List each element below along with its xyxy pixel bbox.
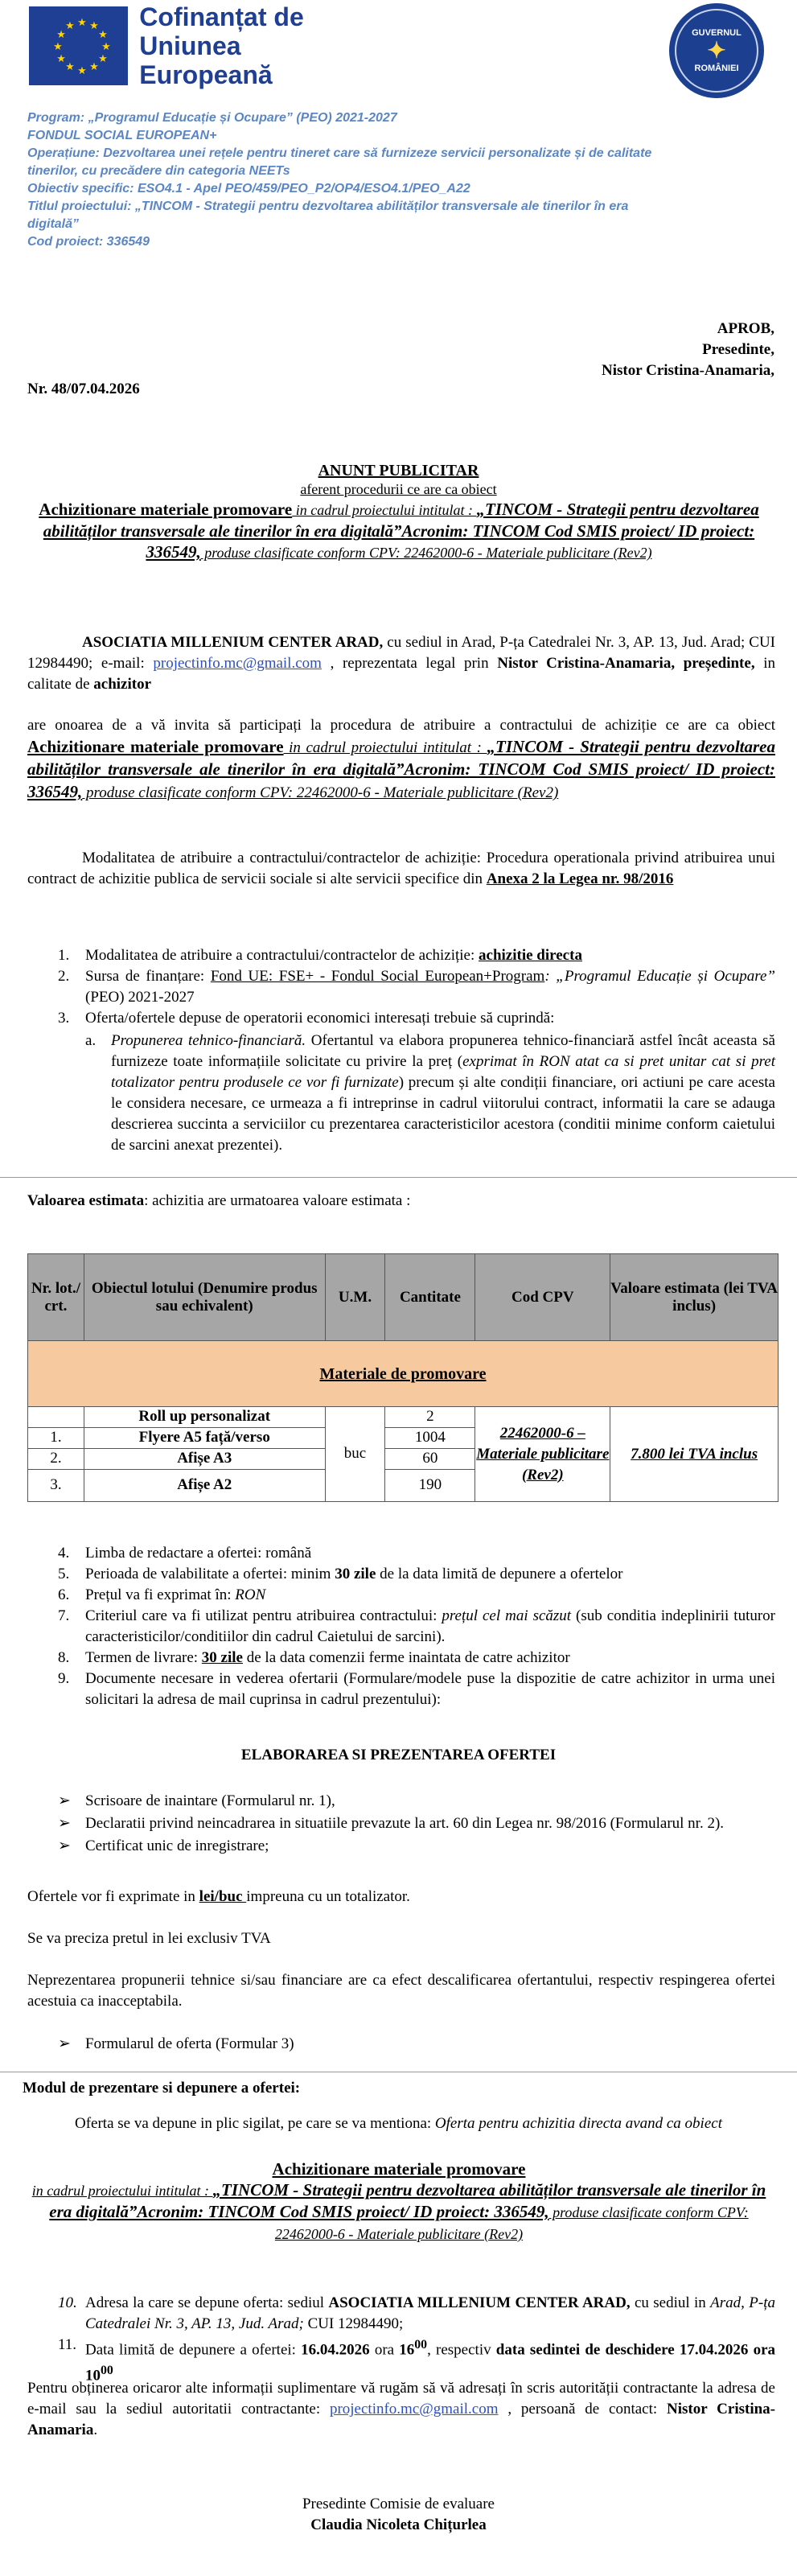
offer-currency-paragraph: [27, 1887, 775, 1907]
eu-flag-icon: [29, 6, 128, 85]
section-heading: ELABORAREA SI PREZENTAREA OFERTEI: [240, 1747, 557, 1763]
opening-session: data sedintei de deschidere 17.04.2026 ora 10: [85, 2341, 776, 2385]
eu-star-icon: ★: [89, 60, 99, 73]
eu-star-icon: ★: [89, 19, 99, 31]
item-text: Prețul va fi exprimat în:: [85, 1586, 236, 1603]
item-number: 9.: [58, 1670, 70, 1687]
sub-item-text: ) precum și alte condiții financiare, ori actiuni pe care acesta le considera necesare, ce urmeaza a fi intreprinse in cadrul viitorului contract, informatii la care se adauga descrierea succinta a serviciilor cu prezentarea caracteristicilor acestora (conditii minime conform caietului de sarcini anexat prezentei).: [111, 1074, 775, 1154]
list-item: [58, 1791, 775, 1812]
opening-minutes: 00: [101, 2364, 113, 2378]
organization-name: ASOCIATIA MILLENIUM CENTER ARAD,: [82, 634, 384, 651]
organization-name: ASOCIATIA MILLENIUM CENTER ARAD,: [328, 2294, 631, 2311]
invitation-text: are onoarea de a vă invita să participați la procedura de atribuire a contractului de achiziție ce are ca obiect: [27, 717, 775, 734]
award-method-value: achizitie directa: [479, 947, 582, 964]
deadline-minutes: 00: [414, 2338, 428, 2352]
seal-bottom-text: ROMÂNIEI: [694, 64, 739, 73]
invitation-cpv: produse clasificate conform CPV: 22462000-6 - Materiale publicitare (Rev2): [82, 784, 559, 801]
invitation-object: Achizitionare materiale promovare: [27, 737, 284, 756]
eu-logo-text: [139, 2, 365, 89]
address: Arad, P-ța Catedralei Nr. 3, AP. 13, Jud. Arad;: [85, 2294, 775, 2332]
procurement-context: in cadrul proiectului intitulat :: [31, 2183, 213, 2199]
paragraph-text: Oferta se va depune in plic sigilat, pe care se va mentiona:: [75, 2115, 435, 2132]
estimated-value: 7.800 lei TVA inclus: [610, 1407, 779, 1502]
item-text: Certificat unic de inregistrare;: [85, 1837, 269, 1854]
divider: [0, 1177, 797, 1178]
sub-list-item: [85, 1031, 775, 1156]
representative-name: Nistor Cristina-Anamaria, președinte,: [497, 655, 755, 672]
deadline-date: 16.04.2026: [301, 2341, 370, 2359]
row-number: [28, 1407, 84, 1428]
project-title: „TINCOM - Strategii pentru dezvoltarea abilităților transversale ale tinerilor în era digitală”Acronim: TINCOM Cod SMIS proiect/ ID proiect: 336549,: [49, 2180, 766, 2221]
approval-block: [602, 319, 774, 381]
procurement-name: Achizitionare materiale promovare: [39, 500, 293, 519]
procurement-name: Achizitionare materiale promovare: [272, 2159, 526, 2179]
section-title: Materiale de promovare: [28, 1341, 779, 1407]
eu-logo-line1: Cofinanțat de: [139, 2, 304, 31]
program-info: [27, 109, 751, 251]
table-row: [28, 1407, 779, 1428]
list-item: [58, 1564, 775, 1585]
row-number: 2.: [28, 1449, 84, 1470]
item-number: 10.: [58, 2294, 77, 2311]
column-header: Nr. lot./ crt.: [28, 1254, 84, 1341]
list-item: [58, 2034, 775, 2055]
quantity: 60: [385, 1449, 475, 1470]
sub-item-title: Propunerea tehnico-financiară.: [111, 1032, 306, 1049]
cpv-classification: produse clasificate conform CPV: 22462000-6 - Materiale publicitare (Rev2): [274, 2204, 749, 2242]
eagle-icon: ✦: [707, 38, 726, 63]
currency-unit: lei/buc: [199, 1888, 247, 1905]
invitation-paragraph: [27, 715, 775, 804]
item-text: Formularul de oferta (Formular 3): [85, 2035, 294, 2052]
intro-paragraph: [27, 632, 775, 695]
award-procedure-text: Modalitatea de atribuire a contractului/contractelor de achiziție: Procedura operationala privind atribuirea unui contract de achizitie publica de servicii sociale si alte servicii specifice din: [27, 850, 775, 887]
intro-text: in calitate de: [27, 655, 775, 693]
list-item: [58, 1008, 775, 1156]
eu-star-icon: ★: [56, 51, 66, 64]
item-text: Criteriul care va fi utilizat pentru atribuirea contractului:: [85, 1607, 442, 1624]
item-text: Sursa de finanțare:: [85, 968, 211, 985]
contact-email-link[interactable]: projectinfo.mc@gmail.com: [329, 2401, 499, 2418]
seal-top-text: GUVERNUL: [692, 27, 742, 38]
eu-star-icon: ★: [56, 27, 66, 40]
eu-star-icon: ★: [53, 39, 63, 52]
item-text: , respectiv: [427, 2341, 496, 2359]
product-name: Afișe A2: [84, 1470, 325, 1502]
submission-list: [58, 2293, 775, 2387]
procurement-object-title: [27, 499, 770, 563]
item-emphasis: RON: [235, 1586, 266, 1603]
paragraph-text: Pentru obținerea oricaror alte informații suplimentare vă rugăm să vă adresați în scris autorității contractante la adresa de e-mail sau la sediul autoritatii contractante:: [27, 2380, 775, 2418]
program-line: Operațiune: Dezvoltarea unei rețele pentru tineret care să furnizeze servicii personalizate și de calitate: [27, 146, 652, 160]
table-header-row: [28, 1254, 779, 1341]
program-line: Program: „Programul Educație și Ocupare” (PEO) 2021-2027: [27, 111, 397, 125]
item-number: 7.: [58, 1607, 70, 1624]
list-item: [58, 1813, 775, 1834]
eu-star-icon: ★: [65, 19, 75, 31]
paragraph-text: , persoană de contact:: [498, 2401, 668, 2418]
envelope-object-title: [27, 2158, 770, 2245]
table-section-row: [28, 1341, 779, 1407]
paragraph-text: Ofertele vor fi exprimate in: [27, 1888, 199, 1905]
item-text: (PEO) 2021-2027: [85, 989, 195, 1006]
cpv-classification: produse clasificate conform CPV: 22462000-6 - Materiale publicitare (Rev2): [200, 545, 652, 561]
row-number: 1.: [28, 1428, 84, 1449]
paragraph-text: impreuna cu un totalizator.: [246, 1888, 410, 1905]
organization-address: cu sediul in Arad, P-ța Catedralei Nr. 3, AP. 13, Jud. Arad; CUI 12984490; e-mail:: [27, 634, 775, 672]
deadline-hour: 16: [399, 2341, 415, 2359]
product-name: Flyere A5 față/verso: [84, 1428, 325, 1449]
approval-label: APROB,: [717, 320, 774, 337]
sub-item-letter: a.: [85, 1032, 97, 1049]
arrow-bullet-icon: ➢: [58, 1815, 71, 1832]
eu-star-icon: ★: [77, 15, 87, 28]
government-seal-icon: [669, 3, 764, 98]
arrow-bullet-icon: ➢: [58, 1837, 71, 1854]
sub-item-note: exprimat în RON atat ca si pret unitar cat si pret totalizator pentru produsele ce vor fi furnizate: [111, 1053, 775, 1091]
program-line: FONDUL SOCIAL EUROPEAN+: [27, 129, 217, 142]
sub-item-text: Ofertantul va elabora propunerea tehnico-financiară astfel încât aceasta să furnizeze toate informațiile solicitate cu privire la preț (: [111, 1032, 775, 1070]
disqualification-paragraph: Neprezentarea propunerii tehnice si/sau financiare are ca efect descalificarea ofertantului, respectiv respingerea ofertei acestuia ca inacceptabila.: [27, 1972, 775, 2010]
submission-heading: Modul de prezentare si depunere a ofertei:: [23, 2080, 301, 2097]
item-text: Perioada de valabilitate a ofertei: minim: [85, 1566, 335, 1582]
item-text: Limba de redactare a ofertei: română: [85, 1545, 312, 1562]
item-number: 3.: [58, 1010, 70, 1027]
item-number: 2.: [58, 968, 70, 985]
program-line: Cod proiect: 336549: [27, 235, 150, 249]
item-number: 1.: [58, 947, 70, 964]
list-item: [58, 1836, 775, 1857]
announcement-subtitle: aferent procedurii ce are ca obiect: [300, 481, 497, 497]
item-text: de la data limită de depunere a ofertelor: [376, 1566, 623, 1582]
document-number: Nr. 48/07.04.2026: [27, 381, 140, 397]
list-item: [58, 1585, 775, 1606]
eu-logo-line2: Uniunea Europeană: [139, 31, 273, 89]
list-item: [58, 1669, 775, 1710]
program-name: : „Programul Educație și Ocupare”: [544, 968, 775, 985]
signatory-name: Claudia Nicoleta Chițurlea: [310, 2516, 487, 2533]
item-text: de la data comenzii ferme inaintata de catre achizitor: [242, 1649, 570, 1666]
estimated-value-text: : achizitia are urmatoarea valoare estimata :: [144, 1192, 411, 1209]
column-header: U.M.: [325, 1254, 385, 1341]
lots-table: [27, 1253, 779, 1502]
program-line: tinerilor, cu precădere din categoria NEETs: [27, 164, 290, 178]
eu-cofinanced-logo: [29, 2, 365, 89]
list-item: [58, 1648, 775, 1669]
list-item: [58, 1543, 775, 1564]
award-procedure-paragraph: [27, 848, 775, 890]
requirements-list: [58, 945, 775, 1156]
item-text: Adresa la care se depune oferta: sediul: [85, 2294, 329, 2311]
price-vat-paragraph: Se va preciza pretul in lei exclusiv TVA: [27, 1930, 271, 1947]
item-number: 4.: [58, 1545, 70, 1562]
conditions-list: [58, 1543, 775, 1710]
invitation-context: in cadrul proiectului intitulat :: [283, 739, 487, 756]
item-emphasis: prețul cel mai scăzut: [442, 1607, 572, 1624]
program-line: digitală”: [27, 217, 80, 231]
list-item: [58, 1606, 775, 1648]
item-text: Oferta/ofertele depuse de operatorii economici interesați trebuie să cuprindă:: [85, 1010, 555, 1027]
item-text: (sub conditia indeplinirii tuturor caracteristicilor/conditiilor din cadrul Caietului de sarcini).: [85, 1607, 775, 1645]
invitation-project: „TINCOM - Strategii pentru dezvoltarea abilităților transversale ale tinerilor în era digitală”Acronim: TINCOM Cod SMIS proiect/ ID proiect: 336549,: [27, 737, 775, 801]
item-text: CUI 12984490;: [303, 2315, 404, 2332]
role-achizitor: achizitor: [93, 676, 152, 693]
item-text: ora: [369, 2341, 400, 2359]
project-title: „TINCOM - Strategii pentru dezvoltarea abilităților transversale ale tinerilor în era digitală”Acronim: TINCOM Cod SMIS proiect/ ID proiect: 336549,: [43, 500, 759, 562]
item-emphasis: 30 zile: [335, 1566, 376, 1582]
list-item: [58, 945, 775, 966]
list-item: [58, 966, 775, 1008]
envelope-mention: Oferta pentru achizitia directa avand ca obiect: [434, 2115, 722, 2132]
list-item: [58, 2293, 775, 2335]
approval-name: Nistor Cristina-Anamaria,: [602, 362, 774, 379]
procurement-context: in cadrul proiectului intitulat :: [292, 502, 477, 518]
contact-email-link[interactable]: projectinfo.mc@gmail.com: [153, 655, 322, 672]
paragraph-text: .: [93, 2422, 98, 2438]
signature-block: [0, 2494, 797, 2536]
intro-text: , reprezentata legal prin: [321, 655, 498, 672]
arrow-bullet-icon: ➢: [58, 1792, 71, 1809]
unit-of-measure: buc: [325, 1407, 385, 1502]
eu-star-icon: ★: [65, 60, 75, 73]
cpv-code: 22462000-6 – Materiale publicitare (Rev2): [475, 1407, 610, 1502]
program-line: Titlul proiectului: „TINCOM - Strategii pentru dezvoltarea abilităților transversale ale tinerilor în era: [27, 200, 629, 213]
item-number: 6.: [58, 1586, 70, 1603]
eu-star-icon: ★: [101, 39, 111, 52]
sealed-envelope-paragraph: [0, 2114, 797, 2134]
item-number: 11.: [58, 2336, 77, 2353]
eu-star-icon: ★: [98, 27, 108, 40]
product-name: Afișe A3: [84, 1449, 325, 1470]
documents-list: [58, 1791, 775, 1858]
item-text: Data limită de depunere a ofertei:: [85, 2341, 302, 2359]
announcement-title: ANUNT PUBLICITAR: [318, 462, 479, 479]
estimated-value-line: [27, 1191, 410, 1212]
arrow-bullet-icon: ➢: [58, 2035, 71, 2052]
column-header: Cantitate: [385, 1254, 475, 1341]
column-header: Obiectul lotului (Denumire produs sau echivalent): [84, 1254, 325, 1341]
item-text: Documente necesare in vederea ofertarii (Formulare/modele puse la dispozitie de catre achizitor in urma unei solicitari la adresa de mail cuprinsa in cadrul prezentului):: [85, 1670, 775, 1708]
column-header: Valoare estimata (lei TVA inclus): [610, 1254, 779, 1341]
item-number: 8.: [58, 1649, 70, 1666]
funding-source: Fond UE: FSE+ - Fondul Social European+Program: [210, 968, 545, 985]
quantity: 1004: [385, 1428, 475, 1449]
item-text: Modalitatea de atribuire a contractului/contractelor de achiziție:: [85, 947, 479, 964]
law-reference: Anexa 2 la Legea nr. 98/2016: [486, 870, 674, 887]
item-emphasis: 30 zile: [201, 1649, 243, 1666]
row-number: 3.: [28, 1470, 84, 1502]
item-number: 5.: [58, 1566, 70, 1582]
column-header: Cod CPV: [475, 1254, 610, 1341]
approval-role: Presedinte,: [702, 341, 774, 358]
program-line: Obiectiv specific: ESO4.1 - Apel PEO/459/PEO_P2/OP4/ESO4.1/PEO_A22: [27, 182, 470, 195]
offer-form-list: [58, 2034, 775, 2056]
item-text: cu sediul in: [630, 2294, 711, 2311]
quantity: 2: [385, 1407, 475, 1428]
item-text: Declaratii privind neincadrarea in situatiile prevazute la art. 60 din Legea nr. 98/2016 (Formularul nr. 2).: [85, 1815, 725, 1832]
eu-star-icon: ★: [77, 64, 87, 76]
contact-paragraph: [27, 2378, 775, 2441]
eu-star-icon: ★: [98, 51, 108, 64]
product-name: Roll up personalizat: [84, 1407, 325, 1428]
quantity: 190: [385, 1470, 475, 1502]
estimated-value-label: Valoarea estimata: [27, 1192, 145, 1209]
signatory-role: Presedinte Comisie de evaluare: [302, 2496, 495, 2512]
contact-person: Nistor Cristina-Anamaria: [27, 2401, 775, 2438]
item-text: Scrisoare de inaintare (Formularul nr. 1),: [85, 1792, 335, 1809]
item-text: Termen de livrare:: [85, 1649, 202, 1666]
